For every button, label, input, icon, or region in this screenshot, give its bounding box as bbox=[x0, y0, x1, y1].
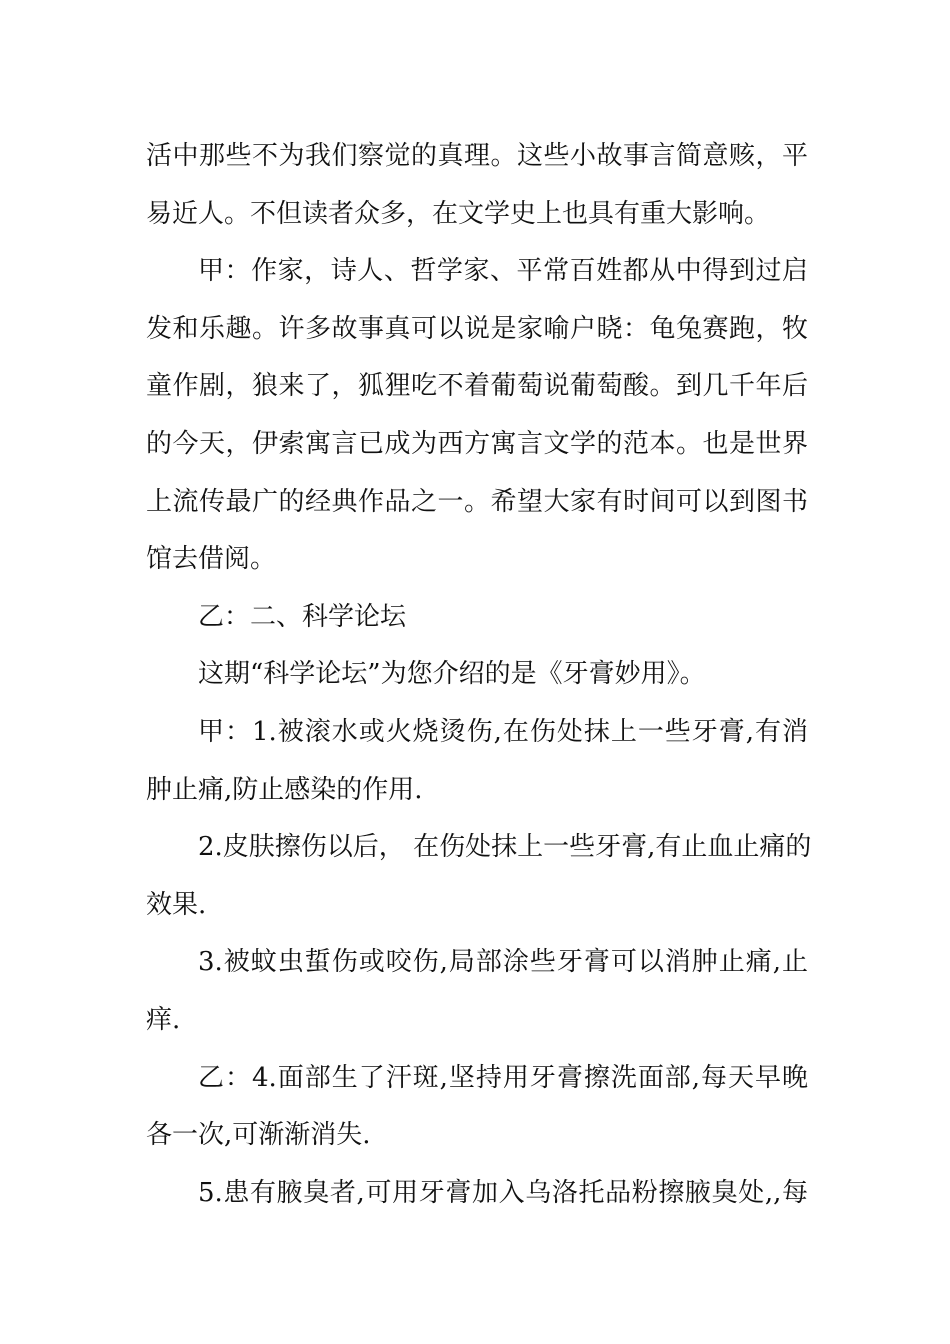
paragraph-line: 活中那些不为我们察觉的真理。这些小故事言简意赅，平 bbox=[146, 141, 808, 171]
paragraph-line: 的今天，伊索寓言已成为西方寓言文学的范本。也是世界 bbox=[146, 428, 808, 459]
document-body bbox=[146, 128, 812, 1222]
paragraph-line: 甲：作家，诗人、哲学家、平常百姓都从中得到过启 bbox=[198, 256, 808, 287]
paragraph-line: 3.被蚊虫蜇伤或咬伤,局部涂些牙膏可以消肿止痛,止 bbox=[198, 947, 808, 978]
paragraph-line: 馆去借阅。 bbox=[146, 544, 277, 575]
paragraph-line: 效果. bbox=[146, 889, 207, 920]
paragraph-line: 各一次,可渐渐消失. bbox=[146, 1120, 371, 1151]
paragraph-line: 5.患有腋臭者,可用牙膏加入乌洛托品粉擦腋臭处,,每 bbox=[198, 1177, 808, 1208]
paragraph-line: 乙：4.面部生了汗斑,坚持用牙膏擦洗面部,每天早晚 bbox=[198, 1062, 808, 1093]
paragraph-line: 肿止痛,防止感染的作用. bbox=[146, 774, 423, 805]
paragraph-line: 发和乐趣。许多故事真可以说是家喻户晓：龟兔赛跑，牧 bbox=[146, 313, 808, 344]
paragraph-line: 上流传最广的经典作品之一。希望大家有时间可以到图书 bbox=[146, 486, 808, 517]
paragraph-line: 2.皮肤擦伤以后， 在伤处抹上一些牙膏,有止血止痛的 bbox=[198, 832, 812, 863]
paragraph-line: 童作剧，狼来了，狐狸吃不着葡萄说葡萄酸。到几千年后 bbox=[146, 371, 808, 402]
paragraph-line: 易近人。不但读者众多，在文学史上也具有重大影响。 bbox=[146, 198, 771, 229]
paragraph-line: 这期“科学论坛”为您介绍的是《牙膏妙用》。 bbox=[198, 659, 706, 690]
paragraph-line: 痒. bbox=[146, 1004, 181, 1035]
section-heading: 乙：二、科学论坛 bbox=[198, 601, 407, 632]
paragraph-line: 甲：1.被滚水或火烧烫伤,在伤处抹上一些牙膏,有消 bbox=[198, 716, 808, 747]
